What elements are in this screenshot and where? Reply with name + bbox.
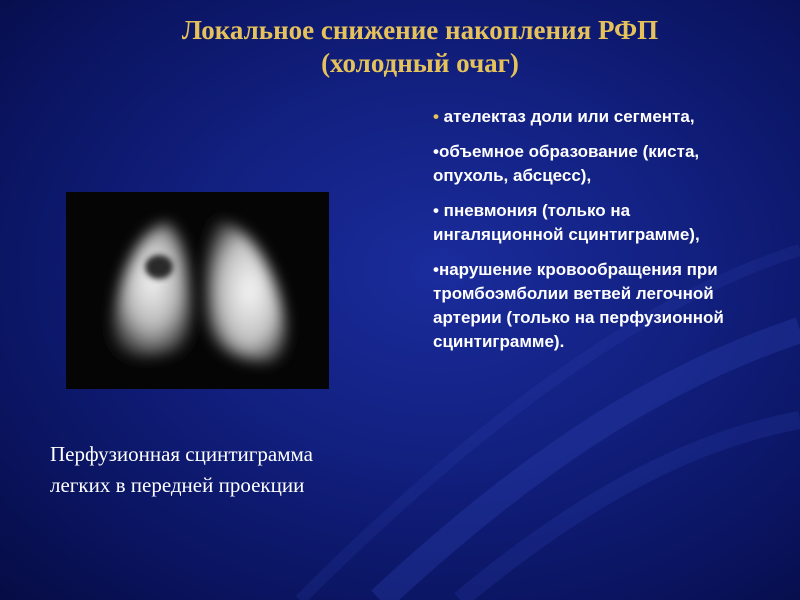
bullet-item-mass <box>433 140 733 188</box>
bullet-marker: • <box>433 201 439 220</box>
slide-title <box>100 14 740 80</box>
bullet-text: нарушение кровообращения при тромбоэмболии ветвей легочной артерии (только на перфузионной сцинтиграмме). <box>433 260 724 351</box>
slide-title-line1: Локальное снижение накопления РФП <box>181 15 659 45</box>
lung-scan-graphic <box>66 192 329 389</box>
causes-bullet-list <box>433 105 733 365</box>
bullet-item-atelectasis <box>433 105 733 129</box>
bullet-text: объемное образование (киста, опухоль, абсцесс), <box>433 142 700 185</box>
image-caption-line1: Перфузионная сцинтиграмма <box>50 442 313 466</box>
bullet-text: ателектаз доли или сегмента, <box>438 107 695 126</box>
bullet-marker: • <box>433 107 439 126</box>
bullet-item-embolism <box>433 258 733 354</box>
lung-scintigram-image <box>66 192 329 389</box>
bullet-marker: • <box>433 260 439 279</box>
bullet-item-pneumonia <box>433 199 733 247</box>
slide-title-line2: (холодный очаг) <box>321 48 519 78</box>
image-caption-line2: легких в передней проекции <box>50 473 305 497</box>
image-caption <box>50 439 410 501</box>
bullet-marker: • <box>433 142 439 161</box>
bullet-text: пневмония (только на ингаляционной сцинтиграмме), <box>433 201 700 244</box>
